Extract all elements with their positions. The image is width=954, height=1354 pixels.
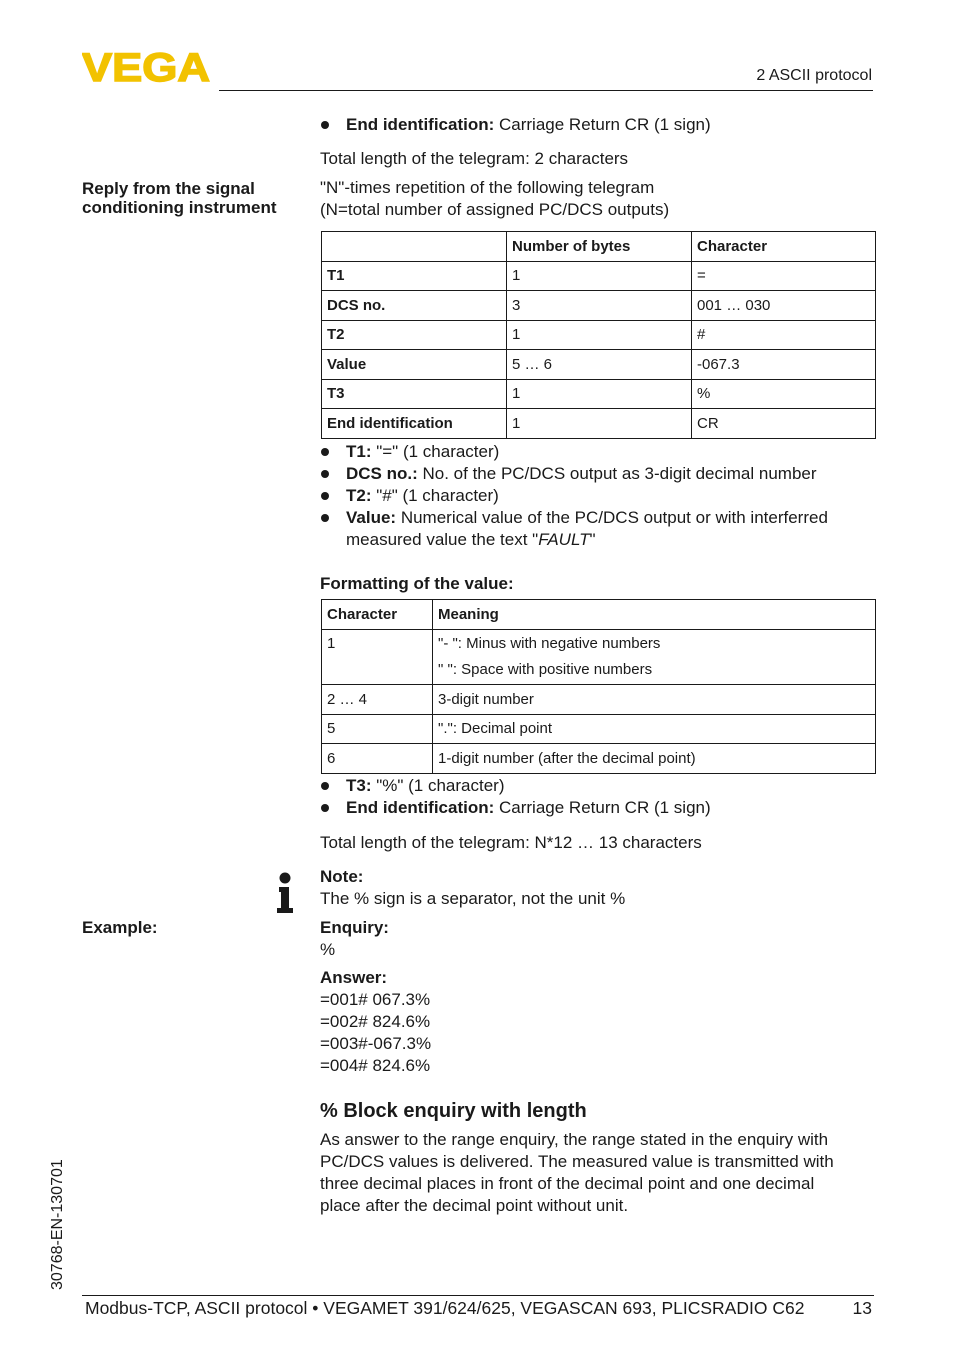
answer-label: Answer:: [320, 968, 388, 987]
answer-line: =004# 824.6%: [320, 1056, 431, 1075]
table-row: T1 1 =: [322, 262, 876, 291]
total-length-text: Total length of the telegram: N*12 … 13 characters: [320, 833, 702, 852]
table-header-row: [322, 232, 876, 262]
table-row: T2 1 #: [322, 321, 876, 350]
note-block: [320, 866, 876, 910]
table-header: Number of bytes: [507, 232, 692, 262]
header-rule: [219, 90, 873, 91]
vega-logo: [82, 50, 212, 84]
block-enquiry-text: As answer to the range enquiry, the range stated in the enquiry with PC/DCS values is delivered. The measured value is transmitted with three decimal places in front of the decimal point and one decimal place after the decimal point without unit.: [320, 1130, 834, 1215]
list-item: T3: "%" (1 character): [320, 775, 876, 797]
answer-line: =002# 824.6%: [320, 1012, 431, 1031]
table-header: Character: [322, 600, 433, 630]
footer-rule: [82, 1295, 874, 1296]
section-label: 2 ASCII protocol: [756, 67, 872, 84]
table-header-row: [322, 600, 876, 630]
table-row: End identification 1 CR: [322, 409, 876, 439]
telegram-table: [321, 231, 876, 439]
page-number: 13: [852, 1298, 872, 1318]
enquiry-label: Enquiry:: [320, 918, 389, 937]
note-title: Note:: [320, 867, 364, 886]
formatting-table: [321, 599, 876, 774]
footer-text: Modbus-TCP, ASCII protocol • VEGAMET 391/624/625, VEGASCAN 693, PLICSRADIO C62: [85, 1298, 805, 1318]
formatting-heading: Formatting of the value:: [320, 574, 514, 593]
table-header: [322, 232, 507, 262]
t3-bullets: [320, 775, 876, 854]
list-item: DCS no.: No. of the PC/DCS output as 3-digit decimal number: [320, 463, 876, 485]
table-row: T3 1 %: [322, 380, 876, 409]
document-number: 30768-EN-130701: [49, 1159, 66, 1290]
table-row: 5 ".": Decimal point: [322, 715, 876, 744]
list-item: T2: "#" (1 character): [320, 485, 876, 507]
table-row: 2 … 4 3-digit number: [322, 685, 876, 715]
list-item: End identification: Carriage Return CR (1 sign): [320, 797, 876, 819]
table-row: 6 1-digit number (after the decimal point): [322, 744, 876, 774]
table-row: Value 5 … 6 -067.3: [322, 350, 876, 380]
list-item: End identification: Carriage Return CR (1 sign): [320, 114, 876, 136]
reply-side-label: Reply from the signal conditioning instrument: [82, 179, 277, 217]
field-bullets: [320, 441, 876, 551]
note-text: The % sign is a separator, not the unit %: [320, 889, 626, 908]
enquiry-value: %: [320, 940, 336, 959]
table-header: Character: [692, 232, 876, 262]
vega-logo-text: VEGA: [82, 50, 210, 84]
list-item: T1: "=" (1 character): [320, 441, 876, 463]
table-row: DCS no. 3 001 … 030: [322, 291, 876, 321]
info-icon: [274, 872, 296, 914]
example-side-label: Example:: [82, 918, 158, 937]
t3-bullet-list: [320, 775, 876, 819]
top-bullet-list: [320, 114, 876, 136]
example-block: [320, 917, 876, 1077]
field-bullet-list: [320, 441, 876, 551]
table-row: 1 "- ": Minus with negative numbers " ": Space with positive numbers: [322, 630, 876, 685]
reply-intro: "N"-times repetition of the following telegram (N=total number of assigned PC/DCS outputs): [320, 178, 670, 219]
block-enquiry-heading: % Block enquiry with length: [320, 1100, 587, 1122]
answer-line: =001# 067.3%: [320, 990, 431, 1009]
total-length-text: Total length of the telegram: 2 characters: [320, 149, 629, 168]
table-header: Meaning: [433, 600, 876, 630]
list-item: Value: Numerical value of the PC/DCS output or with interferred measured value the text "FAULT": [320, 507, 876, 551]
answer-line: =003#-067.3%: [320, 1034, 432, 1053]
top-block: [320, 114, 876, 170]
